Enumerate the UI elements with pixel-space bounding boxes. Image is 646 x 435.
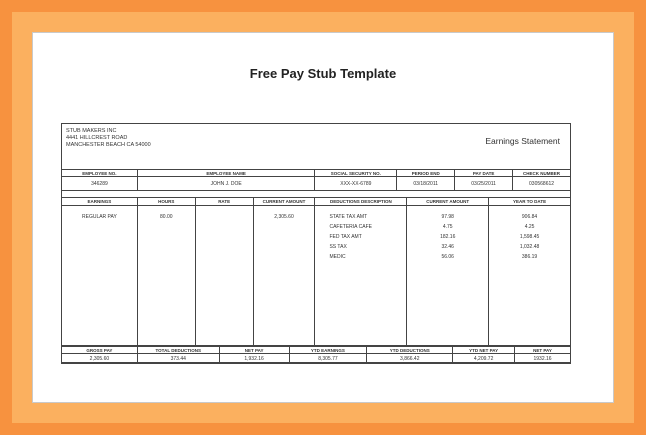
header-col-0: EMPLOYEE NO. (62, 170, 138, 177)
header-val-0: 346289 (62, 177, 138, 191)
earnings-col-5: CURRENT AMOUNT (407, 198, 489, 206)
earnings-col-0: EARNINGS (62, 198, 138, 206)
deduction-desc: SS TAX (329, 244, 347, 250)
totals-col-1: TOTAL DEDUCTIONS (137, 347, 219, 354)
ytd-amount: 1,032.48 (519, 244, 540, 250)
totals-val-1: 373.44 (137, 354, 219, 364)
ytd-amount: 906.84 (521, 214, 538, 220)
totals-col-2: NET PAY (219, 347, 289, 354)
totals-val-5: 4,209.72 (453, 354, 515, 364)
header-col-3: PERIOD END (397, 170, 455, 177)
totals-col-4: YTD DEDUCTIONS (367, 347, 453, 354)
pay-stub (61, 123, 571, 363)
company-name: STUB MAKERS INC (66, 128, 117, 134)
deduction-desc: FED TAX AMT (329, 234, 362, 240)
deduction-desc: STATE TAX AMT (329, 214, 368, 220)
statement-label: Earnings Statement (485, 136, 560, 146)
earnings-table (61, 197, 571, 346)
deduction-amount: 4.75 (442, 224, 453, 230)
header-col-2: SOCIAL SECURITY NO. (315, 170, 397, 177)
company-address-2: MANCHESTER BEACH CA 54000 (66, 142, 151, 148)
employee-info-table (61, 169, 571, 191)
earning-amount: 2,305.60 (253, 206, 315, 346)
totals-col-5: YTD NET PAY (453, 347, 515, 354)
deduction-desc: CAFETERIA CAFE (329, 224, 372, 230)
earning-type: REGULAR PAY (62, 206, 138, 346)
deduction-amount: 32.46 (441, 244, 454, 250)
header-col-1: EMPLOYEE NAME (137, 170, 315, 177)
totals-val-4: 3,866.42 (367, 354, 453, 364)
header-col-5: CHECK NUMBER (513, 170, 571, 177)
header-val-2: XXX-XX-6789 (315, 177, 397, 191)
deduction-amounts (407, 206, 489, 346)
header-val-5: 030568612 (513, 177, 571, 191)
header-col-4: PAY DATE (455, 170, 513, 177)
ytd-amounts (489, 206, 571, 346)
pay-stub-document (32, 32, 614, 403)
totals-col-3: YTD EARNINGS (289, 347, 367, 354)
totals-val-3: 8,305.77 (289, 354, 367, 364)
header-val-3: 03/18/2011 (397, 177, 455, 191)
earnings-col-2: RATE (195, 198, 253, 206)
totals-val-0: 2,305.60 (62, 354, 138, 364)
earnings-col-3: CURRENT AMOUNT (253, 198, 315, 206)
earning-rate (195, 206, 253, 346)
ytd-amount: 386.19 (521, 254, 538, 260)
ytd-amount: 1,598.45 (519, 234, 540, 240)
header-val-1: JOHN J. DOE (137, 177, 315, 191)
earnings-col-4: DEDUCTIONS DESCRIPTION (315, 198, 407, 206)
deduction-desc: MEDIC (329, 254, 346, 260)
totals-col-6: NET PAY (515, 347, 571, 354)
totals-table (61, 346, 571, 364)
totals-val-2: 1,932.16 (219, 354, 289, 364)
earnings-col-6: YEAR TO DATE (489, 198, 571, 206)
company-address-1: 4441 HILLCREST ROAD (66, 135, 128, 141)
ytd-amount: 4.25 (524, 224, 535, 230)
totals-col-0: GROSS PAY (62, 347, 138, 354)
deduction-amount: 182.16 (440, 234, 456, 240)
header-val-4: 03/25/2011 (455, 177, 513, 191)
company-block (66, 128, 151, 149)
deduction-amount: 97.98 (441, 214, 454, 220)
earnings-col-1: HOURS (137, 198, 195, 206)
earning-hours: 80.00 (137, 206, 195, 346)
totals-val-6: 1932.16 (515, 354, 571, 364)
document-title: Free Pay Stub Template (249, 66, 397, 81)
deduction-amount: 56.06 (441, 254, 454, 260)
deduction-descriptions (315, 206, 407, 346)
